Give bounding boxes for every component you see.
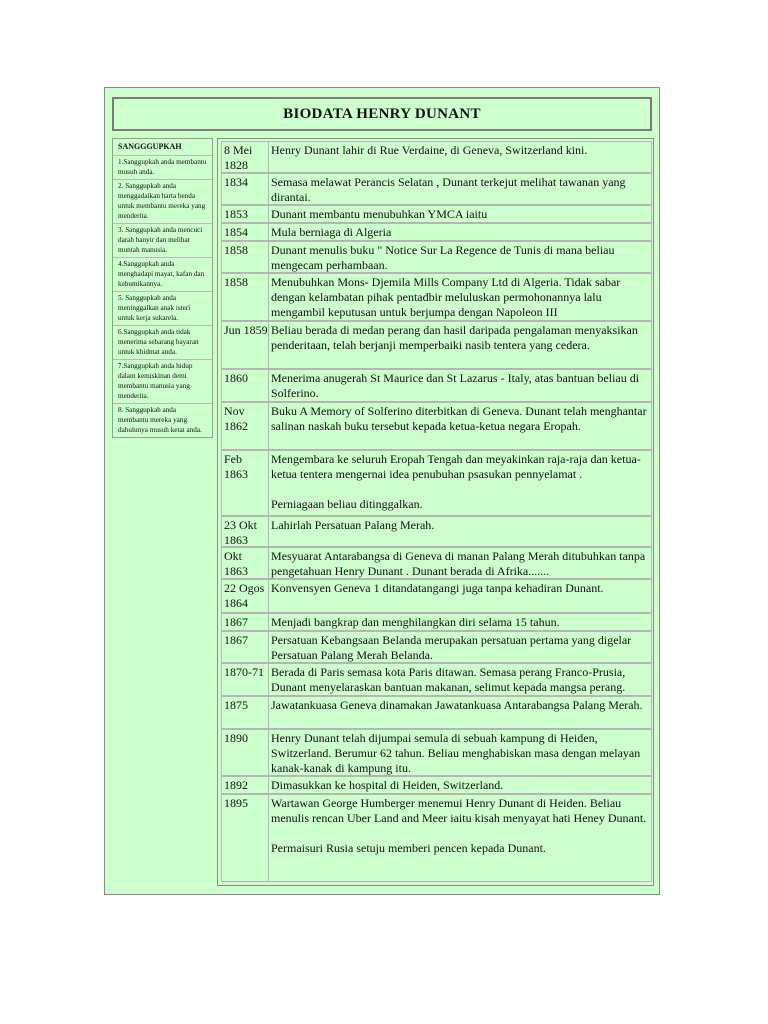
sidebar-item: 1.Sanggupkah anda membantu musuh anda.: [113, 156, 212, 180]
timeline-text: Beliau berada di medan perang dan hasil daripada pengalaman menyaksikan penderitaan, telah berjanji memperbaiki nasib tentera yang cedera.: [271, 323, 638, 352]
timeline-year: 8 Mei 1828: [224, 143, 253, 172]
sidebar-item: 5. Sanggupkah anda meninggalkan anak isteri untuk kerja sukarela.: [113, 292, 212, 326]
timeline-year: 23 Okt 1863: [224, 518, 257, 547]
timeline-year: 1854: [224, 225, 248, 239]
sidebar-item: 4.Sanggupkah anda menghadapi mayat, kafan dan kebumikannya.: [113, 258, 212, 292]
timeline-row: [221, 776, 652, 794]
page-title: BIODATA HENRY DUNANT: [283, 105, 481, 122]
timeline-year: 1867: [224, 633, 248, 647]
timeline-year: 1875: [224, 698, 248, 712]
timeline-year: 1858: [224, 275, 248, 289]
timeline-year: 1870-71: [224, 665, 264, 679]
timeline-row: [221, 547, 652, 579]
timeline-row: [221, 450, 652, 516]
sidebar-item: 6.Sanggupkah anda tidak menerima sebarang bayaran untuk khidmat anda.: [113, 326, 212, 360]
title-box: [112, 97, 652, 131]
timeline-text: Menjadi bangkrap dan menghilangkan diri selama 15 tahun.: [271, 615, 560, 629]
timeline-row: [221, 663, 652, 696]
timeline-text: Mesyuarat Antarabangsa di Geneva di manan Palang Merah ditubuhkan tanpa pengetahuan Henry Dunant . Dunant berada di Afrika.......: [271, 549, 646, 578]
sidebar-item: 8. Sanggupkah anda membantu mereka yang dahulunya musuh ketat anda.: [118, 406, 202, 434]
timeline-row: [221, 729, 652, 776]
timeline-year: 1895: [224, 796, 248, 810]
sidebar-heading: SANGGGUPKAH: [113, 139, 212, 156]
timeline-table: [217, 138, 654, 886]
timeline-year: 1853: [224, 207, 248, 221]
timeline-year: 1867: [224, 615, 248, 629]
sidebar-item: 7.Sanggupkah anda hidup dalam kemiskinan demi membantu manusia yang menderita.: [113, 360, 212, 404]
timeline-year: 1890: [224, 731, 248, 745]
timeline-year: 22 Ogos 1864: [224, 581, 265, 610]
timeline-row: [221, 516, 652, 547]
timeline-row: [221, 794, 652, 882]
sidebar-item: 3. Sanggupkah anda mencuci darah hanyir dan melihat muntah manusia.: [113, 224, 212, 258]
timeline-year: Nov 1862: [224, 404, 248, 433]
timeline-text: Henry Dunant telah dijumpai semula di sebuah kampung di Heiden, Switzerland. Berumur 62 tahun. Beliau menghabiskan masa dengan melayan kanak-kanak di kampung itu.: [271, 731, 641, 775]
timeline-text: Wartawan George Humberger menemui Henry Dunant di Heiden. Beliau menulis rencan Uber Land and Meer iaitu kisah menyayat hati Heney Dunant. Permaisuri Rusia setuju memberi pencen kepada Dunant.: [271, 796, 647, 855]
timeline-text: Lahirlah Persatuan Palang Merah.: [271, 518, 435, 532]
timeline-row: [221, 273, 652, 321]
timeline-year: Jun 1859: [224, 323, 268, 337]
timeline-text: Dimasukkan ke hospital di Heiden, Switzerland.: [271, 778, 504, 792]
timeline-text: Persatuan Kebangsaan Belanda merupakan persatuan pertama yang digelar Persatuan Palang Merah Belanda.: [271, 633, 632, 662]
timeline-text: Konvensyen Geneva 1 ditandatangangi juga tanpa kehadiran Dunant.: [271, 581, 604, 595]
timeline-text: Dunant menulis buku " Notice Sur La Regence de Tunis di mana beliau mengecam perhambaan.: [271, 243, 615, 272]
timeline-year: 1892: [224, 778, 248, 792]
timeline-row: [221, 223, 652, 241]
document-sheet: [104, 87, 660, 895]
timeline-text: Dunant membantu menubuhkan YMCA iaitu: [271, 207, 488, 221]
sidebar-item: 2. Sanggupkah anda menggadaikan harta benda untuk membantu mereka yang menderita.: [113, 180, 212, 224]
timeline-text: Buku A Memory of Solferino diterbitkan di Geneva. Dunant telah menghantar salinan naskah buku tersebut kepada ketua-ketua negara Eropah.: [271, 404, 647, 433]
sidebar-panel: [112, 138, 213, 438]
timeline-row: [221, 631, 652, 663]
timeline-row: [221, 241, 652, 273]
timeline-row: [221, 579, 652, 613]
timeline-year: Okt 1863: [224, 549, 248, 578]
timeline-text: Mengembara ke seluruh Eropah Tengah dan meyakinkan raja-raja dan ketua-ketua tentera mengernai idea penubuhan psasukan pennyelamat . Perniagaan beliau ditinggalkan.: [271, 452, 641, 511]
timeline-row: [221, 173, 652, 205]
timeline-row: [221, 613, 652, 631]
timeline-text: Menubuhkan Mons- Djemila Mills Company Ltd di Algeria. Tidak sabar dengan kelambatan pihak pentadbir meluluskan permohonannya lalu mengambil keputusan untuk berjumpa dengan Napoleon III: [271, 275, 621, 319]
timeline-text: Semasa melawat Perancis Selatan , Dunant terkejut melihat tawanan yang dirantai.: [271, 175, 626, 204]
timeline-row: [221, 696, 652, 729]
timeline-row: [221, 205, 652, 223]
timeline-row: [221, 369, 652, 402]
timeline-year: 1858: [224, 243, 248, 257]
timeline-row: [221, 402, 652, 450]
timeline-row: [221, 321, 652, 369]
timeline-year: 1834: [224, 175, 248, 189]
timeline-year: 1860: [224, 371, 248, 385]
timeline-text: Menerima anugerah St Maurice dan St Lazarus - Italy, atas bantuan beliau di Solferino.: [271, 371, 640, 400]
timeline-year: Feb 1863: [224, 452, 248, 481]
timeline-row: [221, 141, 652, 173]
timeline-text: Mula berniaga di Algeria: [271, 225, 392, 239]
timeline-text: Jawatankuasa Geneva dinamakan Jawatankuasa Antarabangsa Palang Merah.: [271, 698, 643, 712]
timeline-text: Berada di Paris semasa kota Paris ditawan. Semasa perang Franco-Prusia, Dunant menyelaraskan bantuan makanan, selimut kepada mangsa perang.: [271, 665, 626, 694]
timeline-text: Henry Dunant lahir di Rue Verdaine, di Geneva, Switzerland kini.: [271, 143, 588, 157]
